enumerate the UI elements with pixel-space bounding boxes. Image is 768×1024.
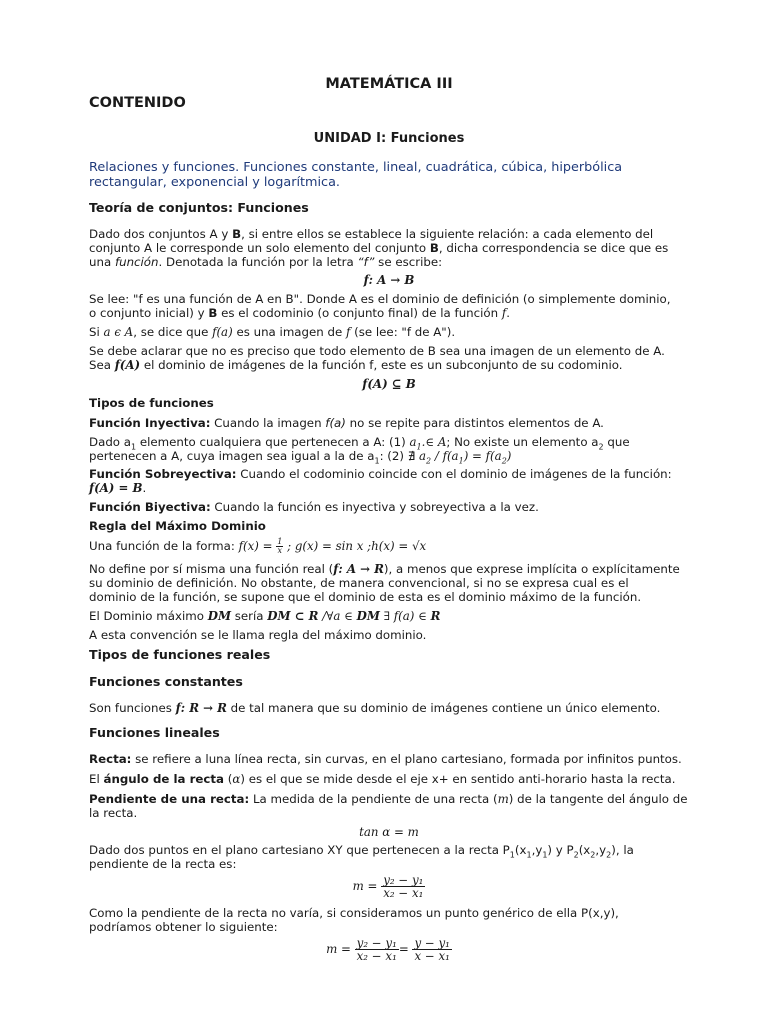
intro-paragraph xyxy=(89,160,689,190)
convencion-line: A esta convención se le llama regla del máximo dominio. xyxy=(89,628,427,642)
como-paragraph: Como la pendiente de la recta no varía, si consideramos un punto genérico de ella P(x,y), podríamos obtener lo siguiente: xyxy=(89,906,619,934)
angulo-paragraph: El ángulo de la recta (α) es el que se mide desde el eje x+ en sentido anti-horario hasta la recta. xyxy=(89,772,676,786)
dos-puntos-paragraph: Dado dos puntos en el plano cartesiano XY que pertenecen a la recta $P_1(x_1,y_1)$ y $P_2(x_2,y_2)$, la pendiente de la recta es: xyxy=(89,843,634,871)
formula-tan-alpha: tan α = m xyxy=(359,825,419,839)
sobreyectiva-paragraph: Función Sobreyectiva: Cuando el codominio coincide con el dominio de imágenes de la función: f(A) = B. xyxy=(89,467,672,495)
teoria-paragraph-3: Si a ϵ A, se dice que f(a) es una imagen de f (se lee: "f de A"). xyxy=(89,325,456,339)
unit-heading: UNIDAD I: Funciones xyxy=(313,131,465,146)
formula-pendiente-generica: m = $\frac{\text{y₂ − y₁}}{\text{x₂ − x₁}}$ = $\frac{\text{y − y₁}}{\text{x − x₁}}$ xyxy=(326,936,450,963)
document-title: MATEMÁTICA III xyxy=(325,76,453,92)
teoria-paragraph-4: Se debe aclarar que no es preciso que todo elemento de B sea una imagen de un elemento de A. Sea f(A) el dominio de imágenes de la función f, este es un subconjunto de su codominio. xyxy=(89,344,665,372)
teoria-heading: Teoría de conjuntos: Funciones xyxy=(89,200,309,215)
pendiente-paragraph: Pendiente de una recta: La medida de la pendiente de una recta (m) de la tangente del ángulo de la recta. xyxy=(89,792,688,820)
constantes-paragraph: Son funciones f: R → R de tal manera que su dominio de imágenes contiene un único elemento. xyxy=(89,701,661,715)
reales-heading: Tipos de funciones reales xyxy=(89,647,271,662)
lineales-heading: Funciones lineales xyxy=(89,725,220,740)
formula-pendiente: m = $\frac{\text{y₂ − y₁}}{\text{x₂ − x₁}}$ xyxy=(352,873,424,900)
intro-line-1: Relaciones y funciones. Funciones constante, lineal, cuadrática, cúbica, hiperbólica xyxy=(89,160,623,175)
recta-paragraph: Recta: se refiere a luna línea recta, sin curvas, en el plano cartesiano, formada por infinitos puntos. xyxy=(89,752,682,766)
formula-f-a-to-b: f: A → B xyxy=(363,273,415,287)
regla-heading: Regla del Máximo Dominio xyxy=(89,519,266,533)
intro-line-2: rectangular, exponencial y logarítmica. xyxy=(89,175,341,190)
regla-forma-line: Una función de la forma: f(x) = $\frac{1}{x}$ ; g(x) = sin x ;h(x) = √x xyxy=(89,537,427,555)
regla-paragraph: No define por sí misma una función real (f: A → R), a menos que exprese implícita o explícitamente su dominio de definición. No obstante, de manera convencional, si no se expresa cual es el dominio de la función, se supone que el dominio de esta es el dominio máximo de la función. xyxy=(89,562,680,604)
fraction-slope-points: $\frac{\text{y₂ − y₁}}{\text{x₂ − x₁}}$ xyxy=(356,936,397,963)
dominio-maximo-line: El Dominio máximo DM sería DM ⊂ R /∀a ∈ DM ∃ f(a) ∈ R xyxy=(89,609,441,623)
tipos-heading: Tipos de funciones xyxy=(89,396,214,410)
teoria-paragraph-1: Dado dos conjuntos A y B, si entre ellos se establece la siguiente relación: a cada elemento del conjunto A le corresponde un solo elemento del conjunto B, dicha correspondencia se dice que es una función. Denotada la función por la letra “f” se escribe: xyxy=(89,227,669,269)
inyectiva-definition: Dado $a_1$ elemento cualquiera que pertenecen a A: (1) $a_1.\in$ A; No existe un elemento $a_2$ que pertenecen a A, cuya imagen sea igual a la de $a_1$: (2) ∄ $a_2 / f(a_1) = f(a_2)$ xyxy=(89,435,630,466)
teoria-paragraph-2: Se lee: "f es una función de A en B". Donde A es el dominio de definición (o simplemente dominio, o conjunto inicial) y B es el codominio (o conjunto final) de la función f. xyxy=(89,292,671,320)
constantes-heading: Funciones constantes xyxy=(89,674,243,689)
fraction-one-over-x: $\frac{1}{x}$ xyxy=(277,537,283,555)
inyectiva-paragraph: Función Inyectiva: Cuando la imagen f(a) no se repite para distintos elementos de A. xyxy=(89,416,604,430)
fraction-slope: $\frac{\text{y₂ − y₁}}{\text{x₂ − x₁}}$ xyxy=(383,873,424,900)
section-heading-contenido: CONTENIDO xyxy=(89,95,186,111)
formula-image-subset: f(A) ⊆ B xyxy=(362,377,416,391)
fraction-slope-generic: $\frac{\text{y − y₁}}{\text{x − x₁}}$ xyxy=(414,936,450,963)
biyectiva-paragraph: Función Biyectiva: Cuando la función es inyectiva y sobreyectiva a la vez. xyxy=(89,500,539,514)
